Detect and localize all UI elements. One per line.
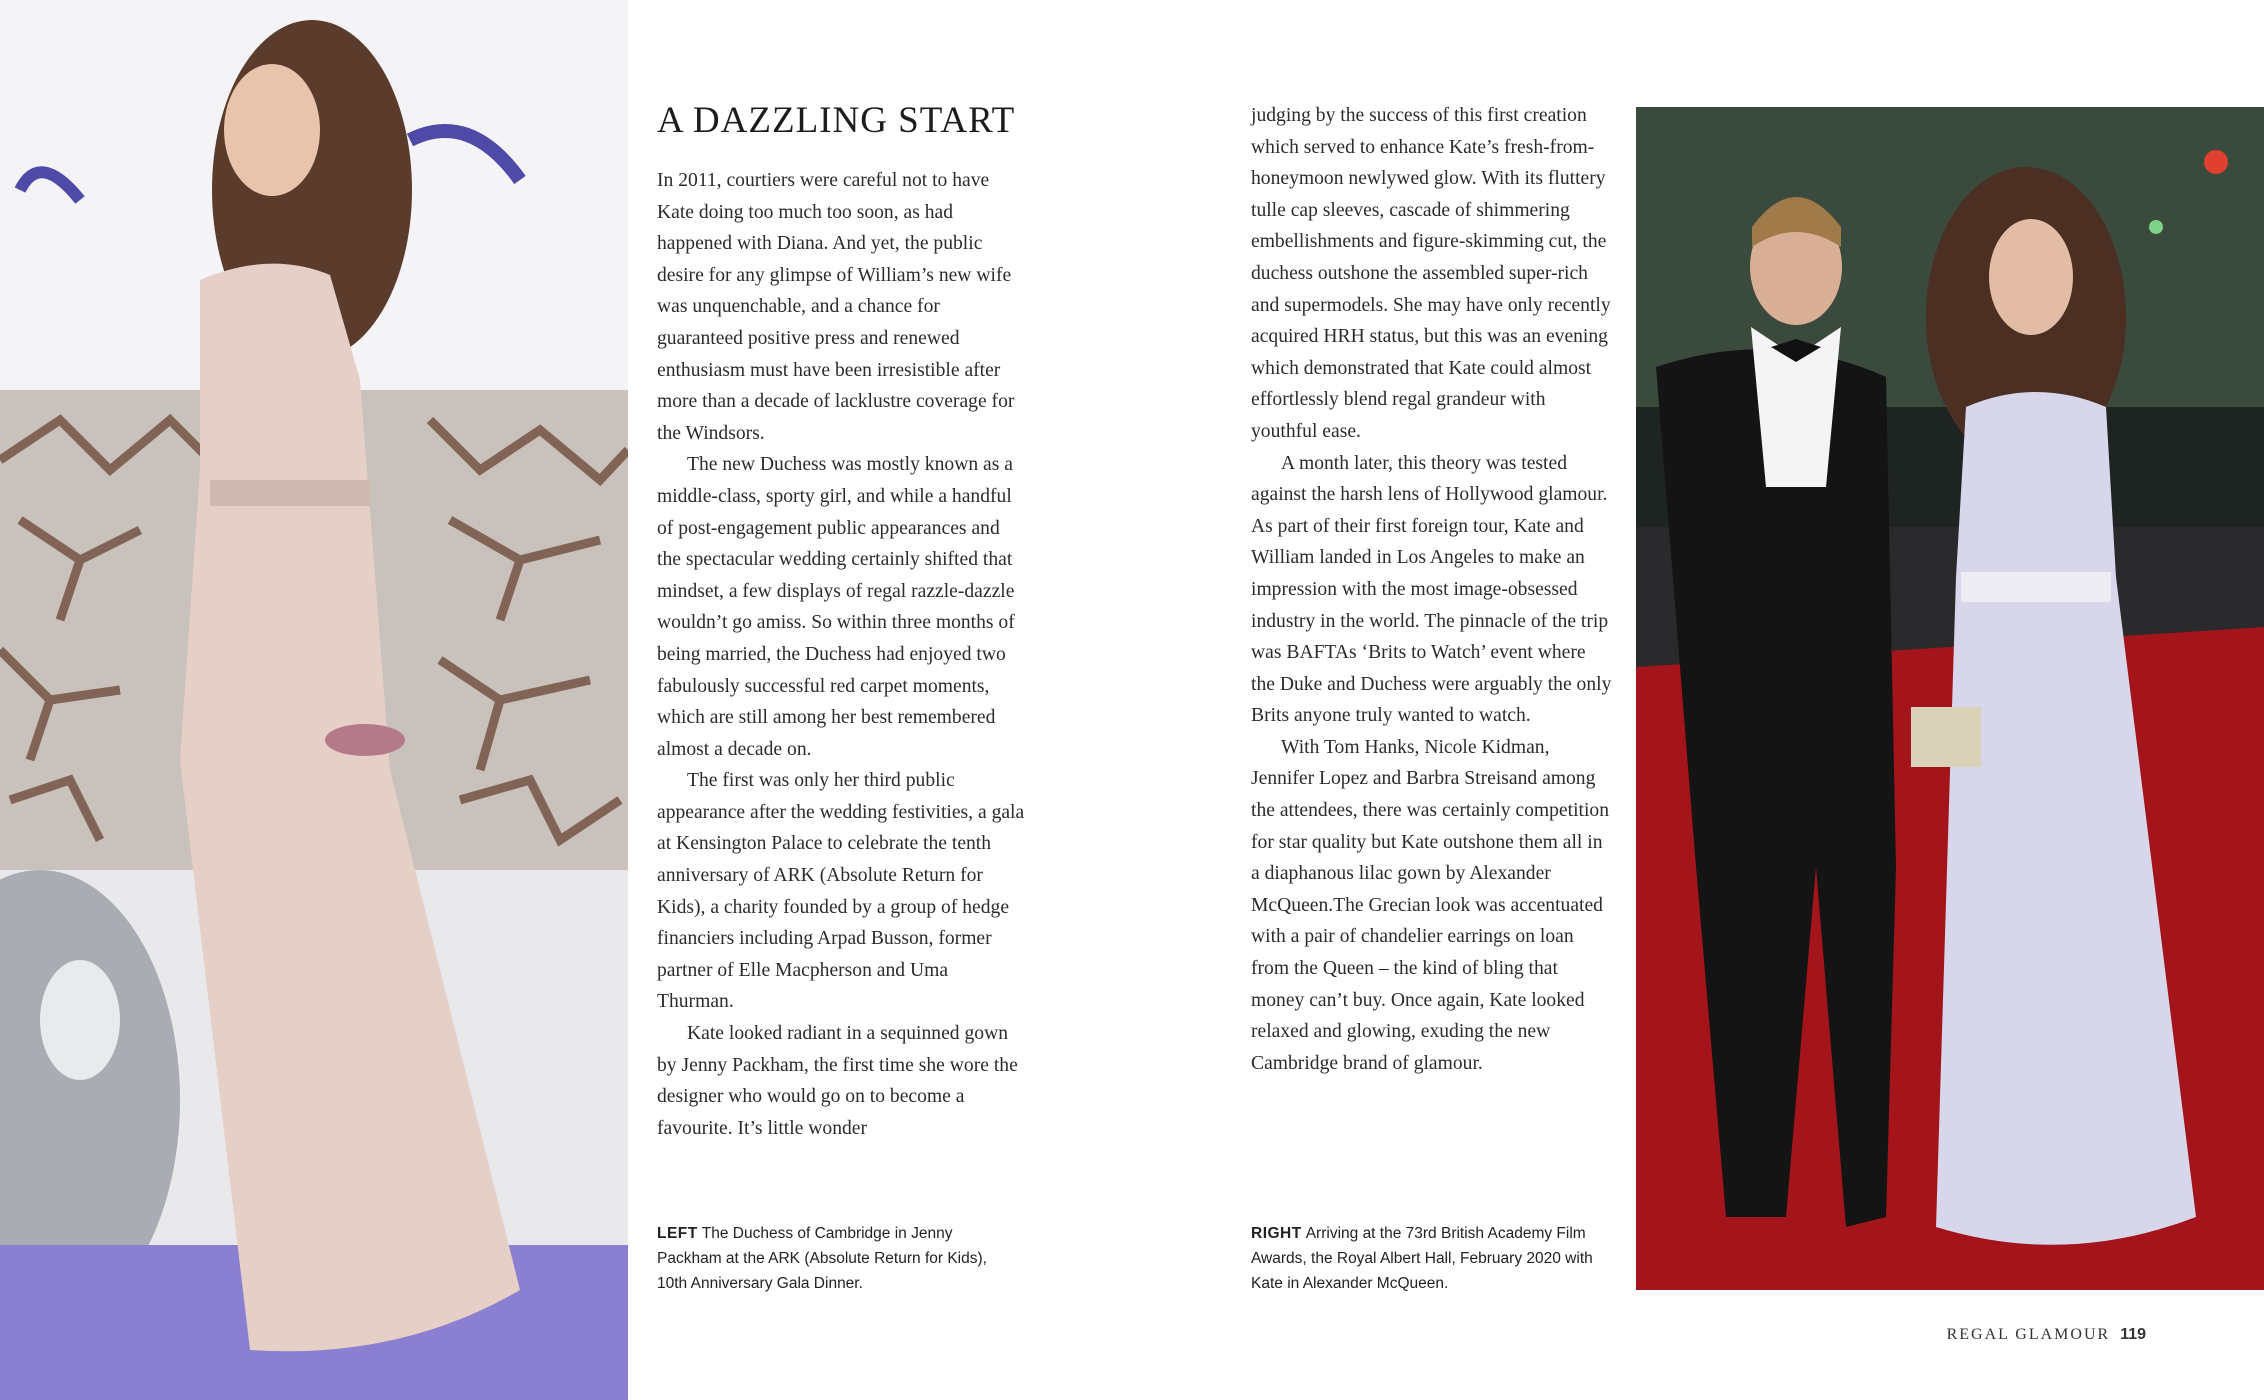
photo-duke-duchess-baftas [1636,107,2264,1290]
photo-right-illustration [1636,107,2264,1290]
caption-right [1251,1221,1601,1296]
caption-left-tag: LEFT [657,1225,698,1242]
paragraph: The first was only her third public appearance after the wedding festivities, a gala at Kensington Palace to celebrate the tenth anniversary of ARK (Absolute Return for Kids), a charity founded by a group of hedge financiers including Arpad Busson, former partner of Elle Macpherson and Uma Thurman. [657,770,1025,1013]
paragraph: In 2011, courtiers were careful not to have Kate doing too much too soon, as had happened with Diana. And yet, the public desire for any glimpse of William’s new wife was unquenchable, and a chance for guaranteed positive press and renewed enthusiasm must have been irresistible after more than a decade of lacklustre coverage for the Windsors. [657,170,1015,444]
running-head: REGAL GLAMOUR [1946,1326,2111,1343]
paragraph: With Tom Hanks, Nicole Kidman, Jennifer Lopez and Barbra Streisand among the attendees, there was certainly competition for star quality but Kate outshone them all in a diaphanous lilac gown by Alexander McQueen.The Grecian look was accentuated with a pair of chandelier earrings on loan from the Queen – the kind of bling that money can’t buy. Once again, Kate looked relaxed and glowing, exuding the new Cambridge brand of glamour. [1251,736,1609,1074]
caption-right-text: Arriving at the 73rd British Academy Film Awards, the Royal Albert Hall, February 2020 with Kate in Alexander McQueen. [1251,1225,1593,1292]
caption-left [657,1221,1007,1296]
paragraph: judging by the success of this first creation which served to enhance Kate’s fresh-from-honeymoon newlywed glow. With its fluttery tulle cap sleeves, cascade of shimmering embellishments and figure-skimming cut, the duchess outshone the assembled super-rich and supermodels. She may have only recently acquired HRH status, but this was an evening which demonstrated that Kate could almost effortlessly blend regal grandeur with youthful ease. [1251,105,1611,442]
paragraph: Kate looked radiant in a sequinned gown by Jenny Packham, the first time she wore the designer who would go on to become a favourite. It’s little wonder [657,1023,1018,1139]
photo-duchess-jenny-packham [0,0,628,1400]
paragraph: A month later, this theory was tested against the harsh lens of Hollywood glamour. As part of their first foreign tour, Kate and William landed in Los Angeles to make an impression with the most image-obsessed industry in the world. The pinnacle of the trip was BAFTAs ‘Brits to Watch’ event where the Duke and Duchess were arguably the only Brits anyone truly wanted to watch. [1251,452,1612,727]
photo-left-illustration [0,0,628,1400]
article-column-right [1251,100,1613,1079]
article-column-left [657,95,1027,1144]
caption-right-tag: RIGHT [1251,1225,1302,1242]
page-number: 119 [2120,1326,2146,1343]
article-title: A DAZZLING START [657,100,1016,141]
caption-left-text: The Duchess of Cambridge in Jenny Packham at the ARK (Absolute Return for Kids), 10th Anniversary Gala Dinner. [657,1225,987,1292]
paragraph: The new Duchess was mostly known as a middle-class, sporty girl, and while a handful of post-engagement public appearances and the spectacular wedding certainly shifted that mindset, a few displays of regal razzle-dazzle wouldn’t go amiss. So within three months of being married, the Duchess had enjoyed two fabulously successful red carpet moments, which are still among her best remembered almost a decade on. [657,454,1015,760]
page-footer [1947,1326,2146,1344]
